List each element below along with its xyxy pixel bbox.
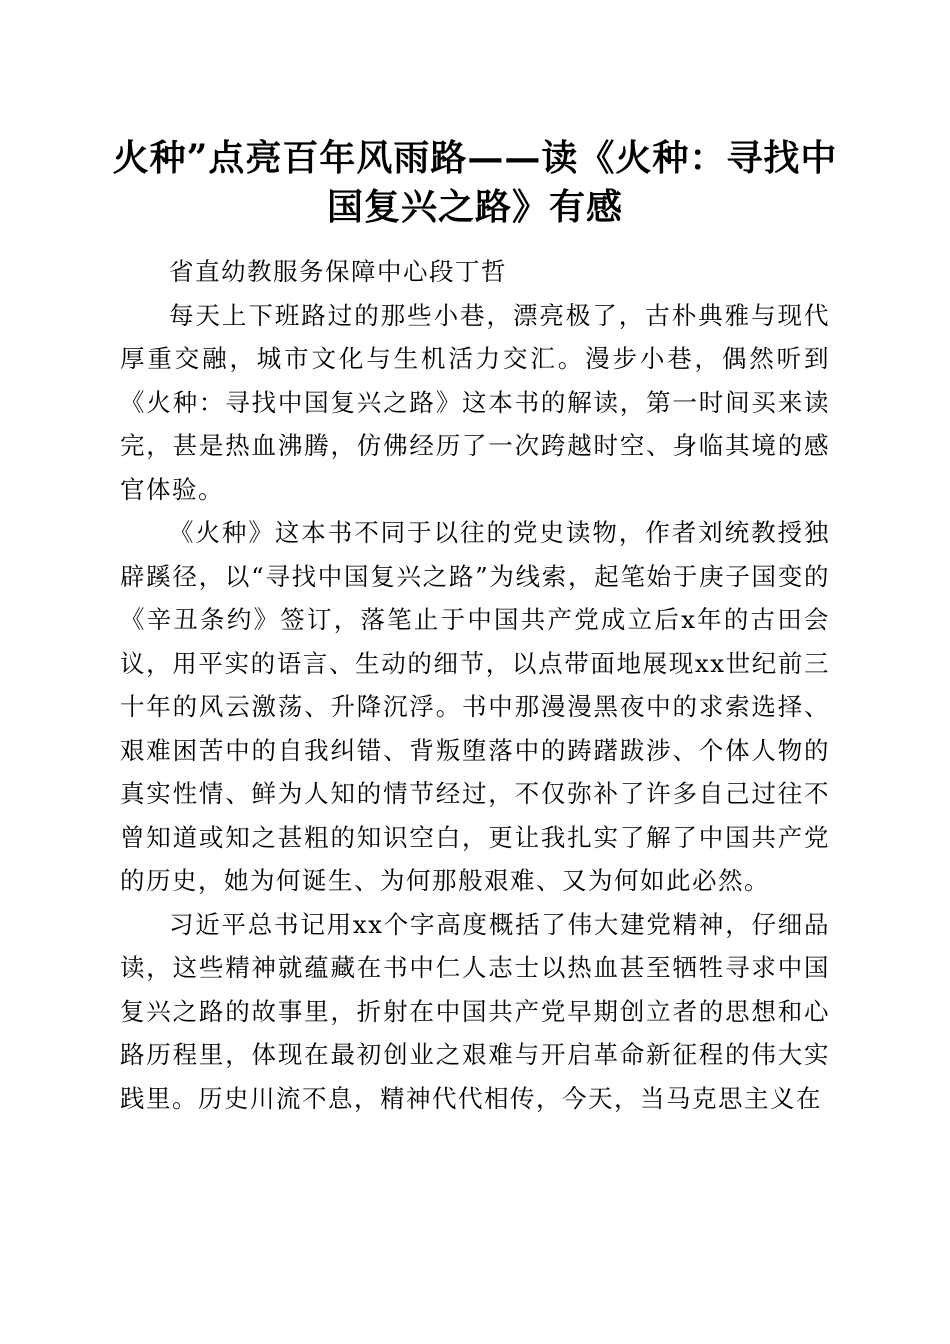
author-line: 省直幼教服务保障中心段丁哲 [169, 257, 507, 286]
document-body [120, 250, 830, 1120]
paragraph-2: 《火种》这本书不同于以往的党史读物，作者刘统教授独辟蹊径，以“寻找中国复兴之路”为线索，起笔始于庚子国变的《辛丑条约》签订，落笔止于中国共产党成立后x年的古田会议，用平实的语言、生动的细节，以点带面地展现xx世纪前三十年的风云激荡、升降沉浮。书中那漫漫黑夜中的求索选择、艰难困苦中的自我纠错、背叛堕落中的踌躇跋涉、个体人物的真实性情、鲜为人知的情节经过，不仅弥补了许多自己过往不曾知道或知之甚粗的知识空白，更让我扎实了解了中国共产党的历史，她为何诞生、为何那般艰难、又为何如此必然。 [120, 518, 830, 895]
document-title: 火种”点亮百年风雨路——读《火种：寻找中国复兴之路》有感 [112, 137, 838, 228]
paragraph-3: 习近平总书记用xx个字高度概括了伟大建党精神，仔细品读，这些精神就蕴藏在书中仁人志士以热血甚至牺牲寻求中国复兴之路的故事里，折射在中国共产党早期创立者的思想和心路历程里，体现在最初创业之艰难与开启革命新征程的伟大实践里。历史川流不息，精神代代相传，今天，当马克思主义在 [120, 909, 830, 1113]
paragraph-1: 每天上下班路过的那些小巷，漂亮极了，古朴典雅与现代厚重交融，城市文化与生机活力交汇。漫步小巷，偶然听到《火种：寻找中国复兴之路》这本书的解读，第一时间买来读完，甚是热血沸腾，仿佛经历了一次跨越时空、身临其境的感官体验。 [120, 300, 830, 504]
